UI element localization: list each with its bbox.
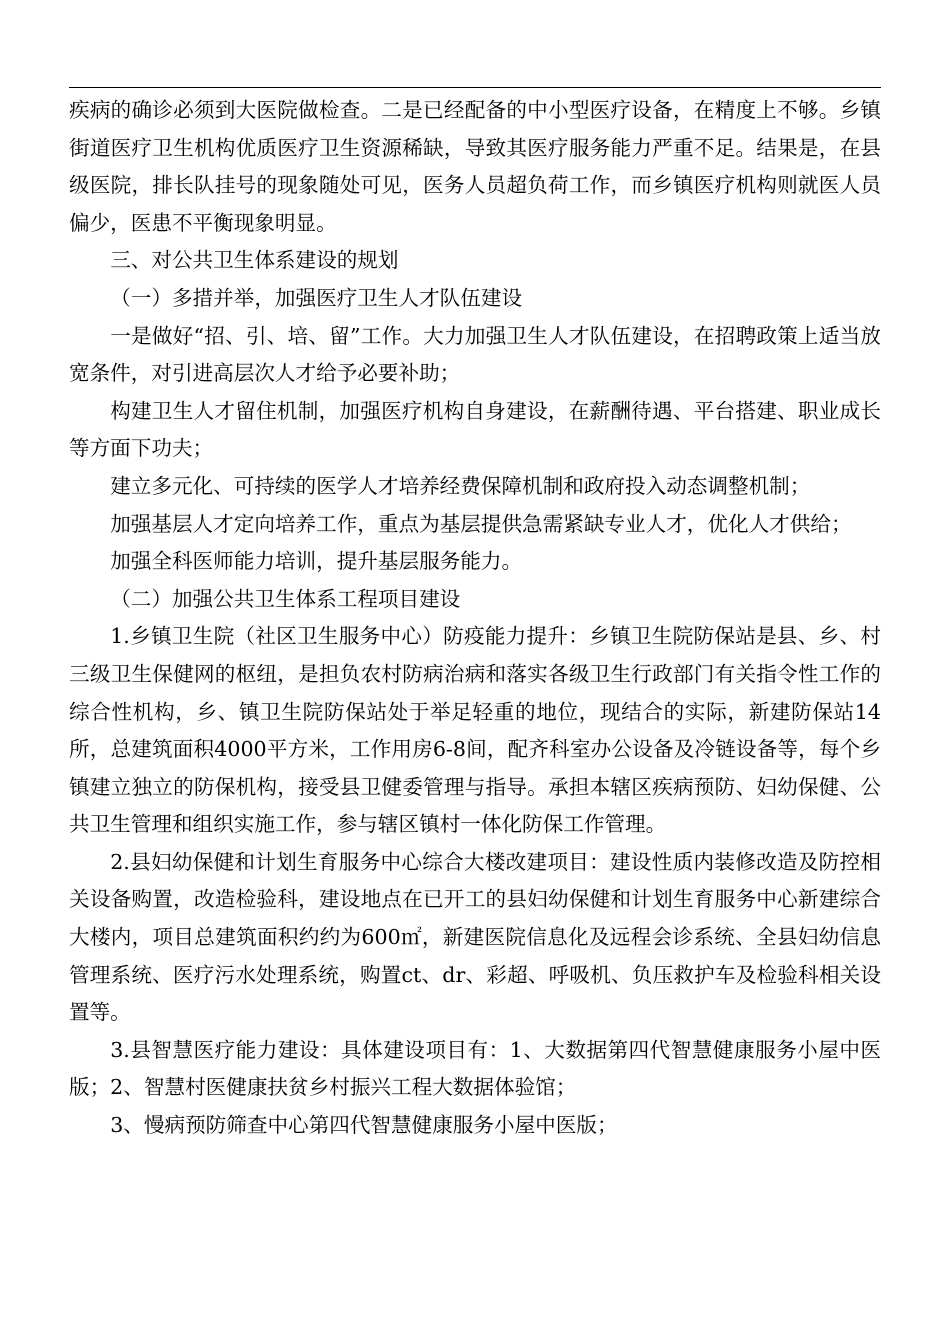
document-body bbox=[69, 92, 881, 1145]
paragraph-item-2: 2.县妇幼保健和计划生育服务中心综合大楼改建项目：建设性质内装修改造及防控相关设备购置，改造检验科，建设地点在已开工的县妇幼保健和计划生育服务中心新建综合大楼内，项目总建筑面积约约为600㎡，新建医院信息化及远程会诊系统、全县妇幼信息管理系统、医疗污水处理系统，购置ct、dr、彩超、呼吸机、负压救护车及检验科相关设置等。 bbox=[69, 849, 881, 1025]
paragraph-item-3-sub: 3、慢病预防筛查中心第四代智慧健康服务小屋中医版； bbox=[110, 1113, 618, 1138]
paragraph-1: 疾病的确诊必须到大医院做检查。二是已经配备的中小型医疗设备，在精度上不够。乡镇街道医疗卫生机构优质医疗卫生资源稀缺，导致其医疗服务能力严重不足。结果是，在县级医院，排长队挂号的现象随处可见，医务人员超负荷工作，而乡镇医疗机构则就医人员偏少，医患不平衡现象明显。 bbox=[69, 98, 881, 235]
subsection-heading-1: （一）多措并举，加强医疗卫生人才队伍建设 bbox=[110, 285, 523, 310]
paragraph-grassroots: 加强基层人才定向培养工作，重点为基层提供急需紧缺专业人才，优化人才供给； bbox=[110, 511, 852, 536]
paragraph-funding: 建立多元化、可持续的医学人才培养经费保障机制和政府投入动态调整机制； bbox=[110, 473, 811, 498]
paragraph-training: 加强全科医师能力培训，提升基层服务能力。 bbox=[110, 549, 523, 574]
paragraph-recruit: 一是做好“招、引、培、留”工作。大力加强卫生人才队伍建设，在招聘政策上适当放宽条件，对引进高层次人才给予必要补助； bbox=[69, 323, 881, 386]
section-heading-3: 三、对公共卫生体系建设的规划 bbox=[110, 248, 399, 273]
paragraph-retention: 构建卫生人才留住机制，加强医疗机构自身建设，在薪酬待遇、平台搭建、职业成长等方面下功夫； bbox=[69, 398, 881, 461]
subsection-heading-2: （二）加强公共卫生体系工程项目建设 bbox=[110, 586, 461, 611]
header-rule bbox=[69, 87, 881, 88]
paragraph-item-1: 1.乡镇卫生院（社区卫生服务中心）防疫能力提升：乡镇卫生院防保站是县、乡、村三级卫生保健网的枢纽，是担负农村防病治病和落实各级卫生行政部门有关指令性工作的综合性机构，乡、镇卫生院防保站处于举足轻重的地位，现结合的实际，新建防保站14所，总建筑面积4000平方米，工作用房6-8间，配齐科室办公设备及冷链设备等，每个乡镇建立独立的防保机构，接受县卫健委管理与指导。承担本辖区疾病预防、妇幼保健、公共卫生管理和组织实施工作，参与辖区镇村一体化防保工作管理。 bbox=[69, 624, 881, 837]
paragraph-item-3: 3.县智慧医疗能力建设：具体建设项目有：1、大数据第四代智慧健康服务小屋中医版；2、智慧村医健康扶贫乡村振兴工程大数据体验馆； bbox=[69, 1037, 881, 1100]
